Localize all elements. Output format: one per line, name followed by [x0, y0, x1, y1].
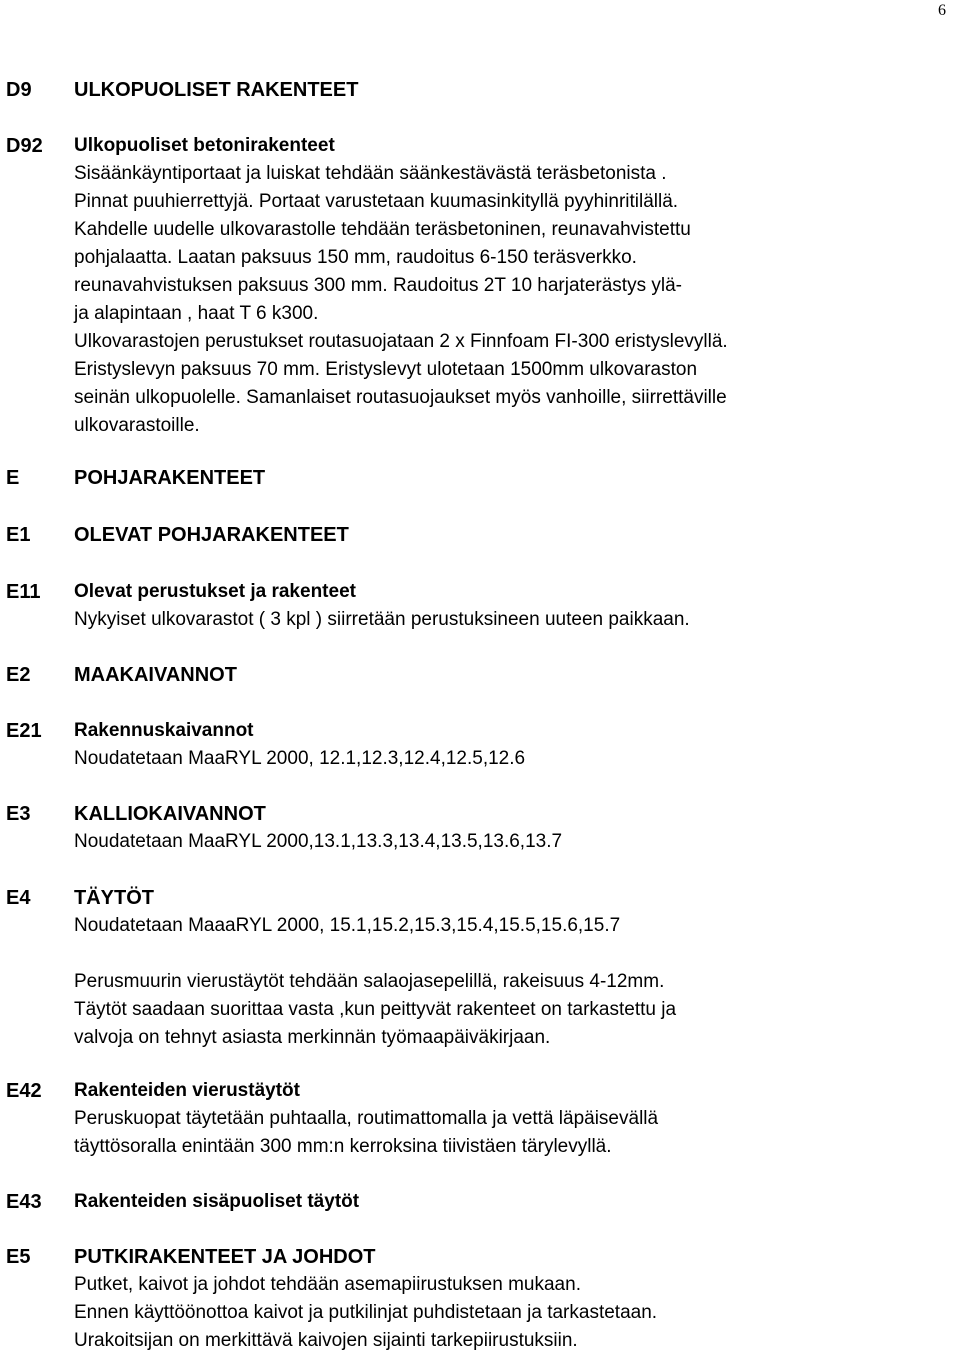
section-code: E42: [6, 1080, 42, 1102]
text-line: seinän ulkopuolelle. Samanlaiset routasuojaukset myös vanhoille, siirrettäville: [74, 387, 727, 408]
section-heading: KALLIOKAIVANNOT: [74, 803, 266, 825]
text-line: Kahdelle uudelle ulkovarastolle tehdään teräsbetoninen, reunavahvistettu: [74, 219, 691, 240]
section-subheading: Rakennuskaivannot: [74, 720, 254, 741]
section-heading: TÄYTÖT: [74, 887, 154, 909]
text-line: Eristyslevyn paksuus 70 mm. Eristyslevyt ulotetaan 1500mm ulkovaraston: [74, 359, 698, 380]
section-code: E: [6, 467, 20, 489]
text-line: Peruskuopat täytetään puhtaalla, routimattomalla ja vettä läpäisevällä: [74, 1108, 659, 1129]
section-code: E4: [6, 887, 31, 909]
text-line: Urakoitsijan on merkittävä kaivojen sijainti tarkepiirustuksiin.: [74, 1330, 578, 1351]
text-line: Nykyiset ulkovarastot ( 3 kpl ) siirretään perustuksineen uuteen paikkaan.: [74, 609, 690, 630]
section-subheading: Olevat perustukset ja rakenteet: [74, 581, 356, 602]
text-line: Sisäänkäyntiportaat ja luiskat tehdään säänkestävästä teräsbetonista .: [74, 163, 667, 184]
text-line: valvoja on tehnyt asiasta merkinnän työmaapäiväkirjaan.: [74, 1027, 551, 1048]
section-heading: MAAKAIVANNOT: [74, 664, 237, 686]
text-line: pohjalaatta. Laatan paksuus 150 mm, raudoitus 6-150 teräsverkko.: [74, 247, 637, 268]
section-subheading: Rakenteiden vierustäytöt: [74, 1080, 300, 1101]
text-line: Ulkovarastojen perustukset routasuojataan 2 x Finnfoam FI-300 eristyslevyllä.: [74, 331, 728, 352]
section-heading: POHJARAKENTEET: [74, 467, 266, 489]
text-line: reunavahvistuksen paksuus 300 mm. Raudoitus 2T 10 harjaterästys ylä-: [74, 275, 682, 296]
text-line: Noudatetaan MaaRYL 2000,13.1,13.3,13.4,13.5,13.6,13.7: [74, 831, 563, 852]
text-line: Täytöt saadaan suorittaa vasta ,kun peittyvät rakenteet on tarkastettu ja: [74, 999, 677, 1020]
section-heading: OLEVAT POHJARAKENTEET: [74, 524, 349, 546]
section-code: D9: [6, 79, 32, 101]
section-heading: PUTKIRAKENTEET JA JOHDOT: [74, 1246, 376, 1268]
text-line: ulkovarastoille.: [74, 415, 200, 436]
text-line: Noudatetaan MaaRYL 2000, 12.1,12.3,12.4,12.5,12.6: [74, 748, 526, 769]
section-subheading: Ulkopuoliset betonirakenteet: [74, 135, 335, 156]
section-code: E2: [6, 664, 31, 686]
text-line: ja alapintaan , haat T 6 k300.: [74, 303, 319, 324]
text-line: Putket, kaivot ja johdot tehdään asemapiirustuksen mukaan.: [74, 1274, 581, 1295]
section-subheading: Rakenteiden sisäpuoliset täytöt: [74, 1191, 360, 1212]
page-number: 6: [938, 2, 946, 19]
section-code: D92: [6, 135, 43, 157]
section-heading: ULKOPUOLISET RAKENTEET: [74, 79, 359, 101]
section-code: E5: [6, 1246, 31, 1268]
text-line: Ennen käyttöönottoa kaivot ja putkilinjat puhdistetaan ja tarkastetaan.: [74, 1302, 658, 1323]
section-code: E43: [6, 1191, 42, 1213]
section-code: E1: [6, 524, 31, 546]
text-line: Pinnat puuhierrettyjä. Portaat varustetaan kuumasinkityllä pyyhinritilällä.: [74, 191, 679, 212]
section-code: E3: [6, 803, 31, 825]
text-line: Perusmuurin vierustäytöt tehdään salaojasepelillä, rakeisuus 4-12mm.: [74, 971, 665, 992]
text-line: täyttösoralla enintään 300 mm:n kerroksina tiivistäen tärylevyllä.: [74, 1136, 612, 1157]
section-code: E11: [6, 581, 41, 603]
section-code: E21: [6, 720, 42, 742]
text-line: Noudatetaan MaaaRYL 2000, 15.1,15.2,15.3,15.4,15.5,15.6,15.7: [74, 915, 621, 936]
